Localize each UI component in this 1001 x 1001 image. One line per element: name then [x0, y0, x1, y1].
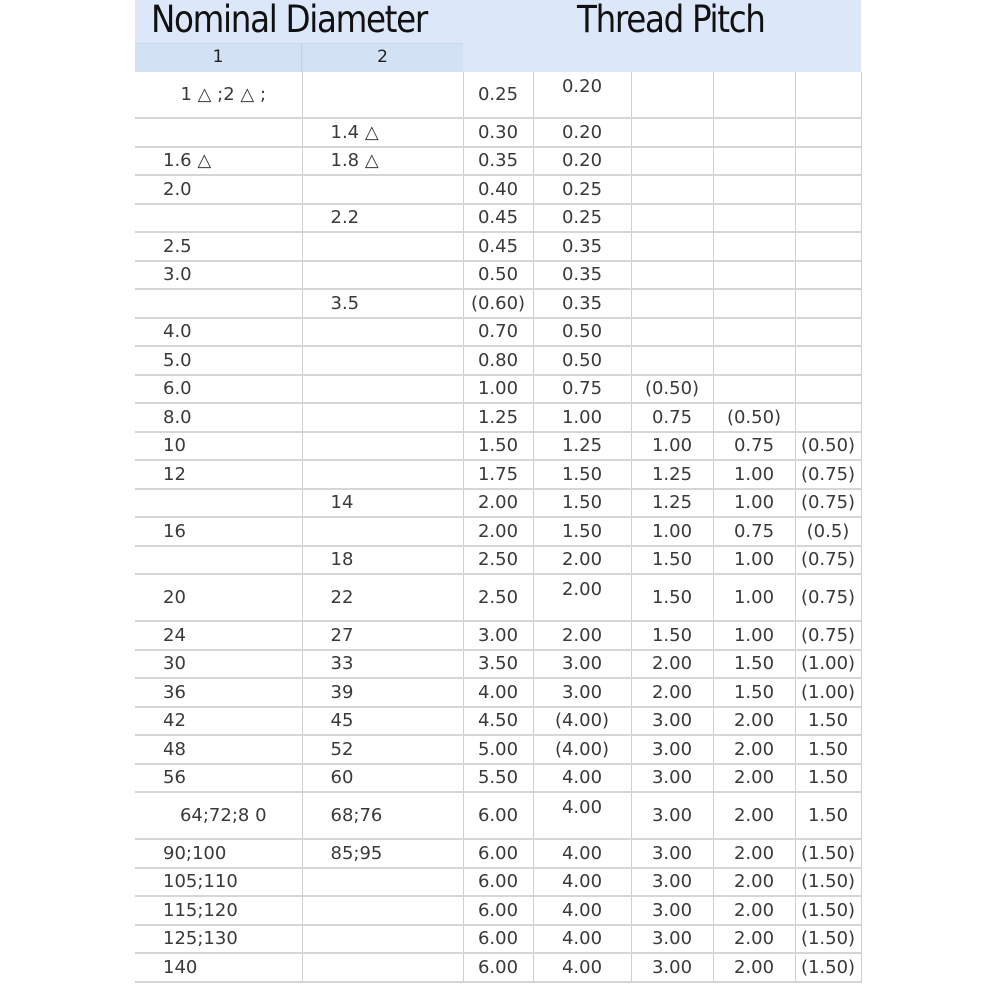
thread-pitch-cell: 1.00 — [533, 403, 631, 432]
thread-pitch-cell: 4.00 — [463, 678, 533, 707]
thread-pitch-cell: 5.00 — [463, 735, 533, 764]
nominal-diameter-series-1-cell: 4.0 — [135, 318, 302, 347]
thread-pitch-cell: 0.40 — [463, 175, 533, 204]
thread-pitch-cell: 4.00 — [533, 792, 631, 839]
nominal-diameter-series-1-cell: 20 — [135, 574, 302, 621]
thread-pitch-cell: (0.75) — [795, 460, 861, 489]
thread-pitch-cell: 1.50 — [713, 650, 795, 679]
thread-pitch-cell: 1.00 — [631, 432, 713, 461]
nominal-diameter-series-2-cell — [302, 868, 463, 897]
thread-pitch-cell: 2.00 — [713, 764, 795, 793]
nominal-diameter-series-1-cell: 140 — [135, 953, 302, 982]
table-row — [135, 839, 861, 868]
thread-pitch-cell: 4.00 — [533, 764, 631, 793]
nominal-diameter-series-2-cell — [302, 175, 463, 204]
table-row — [135, 764, 861, 793]
nominal-diameter-series-1-cell: 6.0 — [135, 375, 302, 404]
thread-pitch-cell: 0.75 — [533, 375, 631, 404]
nominal-diameter-series-1-cell: 105;110 — [135, 868, 302, 897]
nominal-diameter-series-2-cell — [302, 925, 463, 954]
thread-pitch-cell: 3.00 — [631, 925, 713, 954]
thread-pitch-cell: 1.00 — [713, 489, 795, 518]
table-row — [135, 953, 861, 982]
thread-pitch-cell: 0.35 — [463, 147, 533, 176]
thread-pitch-cell: 0.25 — [463, 72, 533, 118]
thread-pitch-cell: 3.00 — [631, 764, 713, 793]
table-row — [135, 574, 861, 621]
thread-pitch-cell: 0.25 — [533, 175, 631, 204]
thread-pitch-cell: (0.50) — [795, 432, 861, 461]
thread-pitch-cell — [713, 175, 795, 204]
nominal-diameter-series-2-cell — [302, 375, 463, 404]
thread-pitch-cell — [795, 346, 861, 375]
nominal-diameter-series-1-cell: 24 — [135, 621, 302, 650]
thread-pitch-cell: 3.00 — [631, 792, 713, 839]
nominal-diameter-series-1-cell: 8.0 — [135, 403, 302, 432]
nominal-diameter-series-2-cell: 1.8 △ — [302, 147, 463, 176]
thread-pitch-cell: 0.75 — [713, 432, 795, 461]
thread-pitch-cell: 1.75 — [463, 460, 533, 489]
thread-pitch-cell: 6.00 — [463, 896, 533, 925]
thread-pitch-cell: 2.00 — [631, 678, 713, 707]
nominal-diameter-series-2-cell — [302, 896, 463, 925]
thread-pitch-cell: 1.50 — [463, 432, 533, 461]
thread-pitch-cell: 0.35 — [533, 289, 631, 318]
thread-pitch-cell: 2.00 — [533, 621, 631, 650]
thread-pitch-cell: (0.75) — [795, 546, 861, 575]
nominal-diameter-series-2-cell: 18 — [302, 546, 463, 575]
thread-pitch-cell — [713, 204, 795, 233]
thread-pitch-cell: 1.50 — [533, 489, 631, 518]
table-row — [135, 546, 861, 575]
thread-pitch-cell: 2.00 — [713, 925, 795, 954]
nominal-diameter-series-1-cell — [135, 489, 302, 518]
thread-pitch-cell: 1.50 — [631, 621, 713, 650]
thread-pitch-table — [135, 0, 861, 983]
thread-pitch-cell: 6.00 — [463, 953, 533, 982]
series-2-label: 2 — [377, 47, 388, 67]
thread-pitch-cell: (4.00) — [533, 735, 631, 764]
thread-pitch-cell — [631, 118, 713, 147]
thread-pitch-cell — [795, 147, 861, 176]
thread-pitch-cell: (0.5) — [795, 517, 861, 546]
nominal-diameter-series-2-cell: 52 — [302, 735, 463, 764]
nominal-diameter-series-2-cell — [302, 432, 463, 461]
nominal-diameter-series-2-cell: 33 — [302, 650, 463, 679]
nominal-diameter-series-2-cell: 2.2 — [302, 204, 463, 233]
thread-pitch-cell: 0.25 — [533, 204, 631, 233]
nominal-diameter-series-1-cell: 42 — [135, 707, 302, 736]
thread-pitch-cell — [795, 318, 861, 347]
thread-pitch-cell: 2.00 — [631, 650, 713, 679]
data-grid — [135, 72, 862, 983]
thread-pitch-cell: 1.50 — [533, 460, 631, 489]
table-row — [135, 375, 861, 404]
thread-pitch-cell: 4.00 — [533, 868, 631, 897]
thread-pitch-cell — [713, 261, 795, 290]
thread-pitch-cell: (0.75) — [795, 621, 861, 650]
table-row — [135, 261, 861, 290]
thread-pitch-cell: 3.00 — [463, 621, 533, 650]
thread-pitch-cell: 4.00 — [533, 953, 631, 982]
thread-pitch-cell — [631, 346, 713, 375]
nominal-diameter-series-2-cell — [302, 232, 463, 261]
nominal-diameter-series-2-cell — [302, 346, 463, 375]
nominal-diameter-series-1-cell: 115;120 — [135, 896, 302, 925]
nominal-diameter-series-1-cell: 90;100 — [135, 839, 302, 868]
nominal-diameter-series-2-cell — [302, 318, 463, 347]
thread-pitch-cell: 1.50 — [631, 546, 713, 575]
thread-pitch-cell: 4.00 — [533, 896, 631, 925]
thread-pitch-cell: 2.00 — [463, 489, 533, 518]
thread-pitch-cell: 4.00 — [533, 925, 631, 954]
table-row — [135, 678, 861, 707]
thread-pitch-cell: 2.00 — [533, 574, 631, 621]
nominal-diameter-series-2-cell — [302, 72, 463, 118]
thread-pitch-cell: 0.75 — [631, 403, 713, 432]
nominal-diameter-series-1-cell: 56 — [135, 764, 302, 793]
table-row — [135, 147, 861, 176]
thread-pitch-cell: (0.60) — [463, 289, 533, 318]
thread-pitch-cell: 0.80 — [463, 346, 533, 375]
table-row — [135, 650, 861, 679]
thread-pitch-cell: 1.00 — [463, 375, 533, 404]
thread-pitch-cell — [795, 403, 861, 432]
table-row — [135, 735, 861, 764]
table-row — [135, 925, 861, 954]
thread-pitch-cell: 1.50 — [631, 574, 713, 621]
thread-pitch-cell: 0.45 — [463, 204, 533, 233]
thread-pitch-cell — [795, 204, 861, 233]
thread-pitch-cell: (1.00) — [795, 650, 861, 679]
table-row — [135, 460, 861, 489]
nominal-diameter-series-2-cell: 45 — [302, 707, 463, 736]
thread-pitch-cell — [713, 72, 795, 118]
thread-pitch-cell: 0.50 — [463, 261, 533, 290]
thread-pitch-cell: 0.50 — [533, 346, 631, 375]
nominal-diameter-series-2-cell: 27 — [302, 621, 463, 650]
table-row — [135, 289, 861, 318]
thread-pitch-cell: 4.00 — [533, 839, 631, 868]
nominal-diameter-series-2-cell: 39 — [302, 678, 463, 707]
thread-pitch-cell: 1.50 — [795, 707, 861, 736]
thread-pitch-cell: 3.00 — [533, 678, 631, 707]
nominal-diameter-series-1-cell: 2.0 — [135, 175, 302, 204]
table-row — [135, 204, 861, 233]
nominal-diameter-series-2-cell: 1.4 △ — [302, 118, 463, 147]
table-row — [135, 868, 861, 897]
thread-pitch-cell: 2.00 — [713, 896, 795, 925]
thread-pitch-cell: 2.00 — [713, 792, 795, 839]
thread-pitch-cell — [795, 118, 861, 147]
thread-pitch-cell — [631, 318, 713, 347]
nominal-diameter-series-1-cell: 64;72;8 0 — [135, 792, 302, 839]
thread-pitch-cell — [713, 289, 795, 318]
thread-pitch-cell: 5.50 — [463, 764, 533, 793]
nominal-diameter-series-1-cell: 5.0 — [135, 346, 302, 375]
series-subheader — [135, 43, 463, 72]
nominal-diameter-series-2-cell: 60 — [302, 764, 463, 793]
thread-pitch-cell: 1.50 — [533, 517, 631, 546]
nominal-diameter-series-2-cell: 3.5 — [302, 289, 463, 318]
thread-pitch-cell: 6.00 — [463, 868, 533, 897]
thread-pitch-cell: 3.00 — [631, 735, 713, 764]
thread-pitch-cell: 1.25 — [463, 403, 533, 432]
thread-pitch-cell — [631, 289, 713, 318]
thread-pitch-cell — [795, 72, 861, 118]
thread-pitch-cell — [795, 261, 861, 290]
thread-pitch-cell: 2.00 — [713, 707, 795, 736]
thread-pitch-cell: (0.50) — [713, 403, 795, 432]
table-row — [135, 707, 861, 736]
nominal-diameter-series-2-cell — [302, 953, 463, 982]
thread-pitch-cell: 0.50 — [533, 318, 631, 347]
thread-pitch-cell: 1.00 — [713, 574, 795, 621]
thread-pitch-cell: 3.00 — [631, 839, 713, 868]
thread-pitch-cell: 2.00 — [713, 735, 795, 764]
thread-pitch-cell — [713, 118, 795, 147]
table-row — [135, 432, 861, 461]
thread-pitch-cell: 1.50 — [795, 764, 861, 793]
thread-pitch-cell: 3.00 — [631, 707, 713, 736]
thread-pitch-cell: 3.00 — [631, 868, 713, 897]
nominal-diameter-series-1-cell: 10 — [135, 432, 302, 461]
thread-pitch-cell: (1.50) — [795, 839, 861, 868]
nominal-diameter-series-2-cell — [302, 517, 463, 546]
table-row — [135, 792, 861, 839]
thread-pitch-cell: (4.00) — [533, 707, 631, 736]
thread-pitch-cell: 4.50 — [463, 707, 533, 736]
table-row — [135, 318, 861, 347]
thread-pitch-cell: 1.50 — [795, 735, 861, 764]
table-row — [135, 489, 861, 518]
thread-pitch-cell: 3.50 — [463, 650, 533, 679]
nominal-diameter-series-1-cell: 2.5 — [135, 232, 302, 261]
thread-pitch-cell: 3.00 — [631, 953, 713, 982]
thread-pitch-cell — [795, 175, 861, 204]
nominal-diameter-series-1-cell: 30 — [135, 650, 302, 679]
table-row — [135, 175, 861, 204]
thread-pitch-cell: 2.50 — [463, 546, 533, 575]
nominal-diameter-series-2-cell — [302, 403, 463, 432]
nominal-diameter-series-1-cell — [135, 289, 302, 318]
thread-pitch-cell — [795, 375, 861, 404]
table-header — [135, 0, 861, 72]
nominal-diameter-series-1-cell: 48 — [135, 735, 302, 764]
thread-pitch-cell — [631, 232, 713, 261]
thread-pitch-cell: (1.50) — [795, 896, 861, 925]
nominal-diameter-series-1-cell: 3.0 — [135, 261, 302, 290]
nominal-diameter-series-1-cell: 16 — [135, 517, 302, 546]
thread-pitch-cell: 2.00 — [713, 953, 795, 982]
nominal-diameter-series-1-cell: 1.6 △ — [135, 147, 302, 176]
thread-pitch-cell: 1.00 — [631, 517, 713, 546]
series-1-label: 1 — [135, 44, 302, 72]
nominal-diameter-series-2-cell: 68;76 — [302, 792, 463, 839]
thread-pitch-cell: 1.00 — [713, 460, 795, 489]
thread-pitch-cell: (0.50) — [631, 375, 713, 404]
thread-pitch-cell — [631, 147, 713, 176]
thread-pitch-cell — [631, 204, 713, 233]
thread-pitch-cell: 0.30 — [463, 118, 533, 147]
thread-pitch-cell — [713, 375, 795, 404]
thread-pitch-cell: 0.20 — [533, 72, 631, 118]
thread-pitch-cell: 1.00 — [713, 621, 795, 650]
thread-pitch-cell: 1.25 — [631, 460, 713, 489]
thread-pitch-cell: 1.00 — [713, 546, 795, 575]
thread-pitch-cell: 1.25 — [533, 432, 631, 461]
nominal-diameter-series-1-cell — [135, 204, 302, 233]
table-row — [135, 403, 861, 432]
nominal-diameter-series-1-cell: 12 — [135, 460, 302, 489]
thread-pitch-cell: 0.20 — [533, 147, 631, 176]
thread-pitch-cell: 6.00 — [463, 839, 533, 868]
nominal-diameter-series-2-cell — [302, 460, 463, 489]
thread-pitch-cell — [713, 232, 795, 261]
nominal-diameter-series-2-cell: 14 — [302, 489, 463, 518]
thread-pitch-cell: 1.50 — [713, 678, 795, 707]
thread-pitch-cell — [631, 261, 713, 290]
thread-pitch-cell: 2.00 — [533, 546, 631, 575]
thread-pitch-cell — [631, 175, 713, 204]
thread-pitch-cell: (1.50) — [795, 868, 861, 897]
nominal-diameter-series-1-cell: 36 — [135, 678, 302, 707]
nominal-diameter-series-1-cell — [135, 546, 302, 575]
thread-pitch-cell: 1.25 — [631, 489, 713, 518]
thread-pitch-cell: 3.00 — [631, 896, 713, 925]
thread-pitch-cell: 2.50 — [463, 574, 533, 621]
nominal-diameter-series-1-cell: 125;130 — [135, 925, 302, 954]
nominal-diameter-series-1-cell: 1 △ ;2 △ ; — [135, 72, 302, 118]
thread-pitch-cell: 0.20 — [533, 118, 631, 147]
thread-pitch-cell: (0.75) — [795, 574, 861, 621]
table-row — [135, 118, 861, 147]
thread-pitch-cell: 1.50 — [795, 792, 861, 839]
thread-pitch-cell: 0.70 — [463, 318, 533, 347]
thread-pitch-cell — [631, 72, 713, 118]
thread-pitch-cell — [795, 289, 861, 318]
thread-pitch-cell: 0.75 — [713, 517, 795, 546]
nominal-diameter-series-1-cell — [135, 118, 302, 147]
nominal-diameter-title: Nominal Diameter — [151, 0, 427, 41]
thread-pitch-cell: (1.50) — [795, 953, 861, 982]
thread-pitch-cell — [713, 147, 795, 176]
table-row — [135, 232, 861, 261]
table-row — [135, 896, 861, 925]
table-row — [135, 621, 861, 650]
thread-pitch-cell — [713, 346, 795, 375]
thread-pitch-cell: 0.35 — [533, 261, 631, 290]
thread-pitch-cell: 3.00 — [533, 650, 631, 679]
table-row — [135, 517, 861, 546]
thread-pitch-cell: 6.00 — [463, 925, 533, 954]
thread-pitch-cell: 6.00 — [463, 792, 533, 839]
thread-pitch-cell: 0.35 — [533, 232, 631, 261]
thread-pitch-cell: 2.00 — [713, 839, 795, 868]
thread-pitch-cell: (0.75) — [795, 489, 861, 518]
table-row — [135, 72, 861, 118]
thread-pitch-cell — [713, 318, 795, 347]
thread-pitch-cell: (1.00) — [795, 678, 861, 707]
nominal-diameter-series-2-cell — [302, 261, 463, 290]
thread-pitch-cell: 2.00 — [463, 517, 533, 546]
thread-pitch-cell — [795, 232, 861, 261]
nominal-diameter-series-2-cell: 85;95 — [302, 839, 463, 868]
thread-pitch-title: Thread Pitch — [577, 0, 765, 41]
table-row — [135, 346, 861, 375]
thread-pitch-cell: 2.00 — [713, 868, 795, 897]
thread-pitch-cell: (1.50) — [795, 925, 861, 954]
thread-pitch-cell: 0.45 — [463, 232, 533, 261]
nominal-diameter-series-2-cell: 22 — [302, 574, 463, 621]
